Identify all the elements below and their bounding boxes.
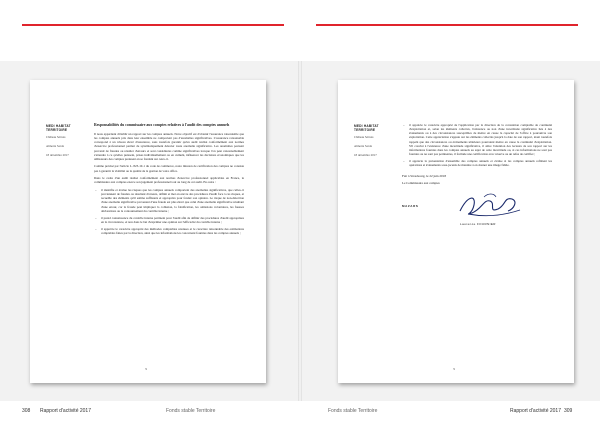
org-name-line2: TERRITOIRE [46,128,68,133]
letter-body [94,123,244,239]
sender-line2: Almeria Sarda [46,144,64,148]
signature-block [402,194,552,232]
bullet-item: – il apprécie le caractère approprié des méthodes comptables retenues et le caractère raisonnable des estimations comptables faites par la direction, ainsi que les informations les concernant fournies dans les comptes annuels ; [94,227,244,235]
sender-block [354,124,398,158]
paragraph: Comme précisé par l'article L. 823-10-1 du code de commerce, notre mission de certification des comptes ne consiste pas à garantir la viabilité ou la qualité de la gestion de votre office. [94,164,244,173]
sender-line1: Château Sétrois [46,135,66,140]
sender-date: 18 décembre 2017 [46,152,69,157]
bullet-list [402,123,552,168]
letter-page-number: 3 [453,367,455,371]
top-rule-left [22,0,284,26]
paragraph: Dans le cadre d'un audit réalisé conformément aux normes d'exercice professionnel applicables en France, le commissaire aux comptes exerce son jugement professionnel tout au long de cet audit. En outre : [94,176,244,185]
top-rule-right [316,0,578,26]
org-name-line1: MEDI HABITAT [46,124,71,128]
signature-image [454,191,524,219]
bullet-list [94,188,244,236]
closing-line: Le Commissaire aux comptes [402,180,440,185]
sender-date: 18 décembre 2017 [354,152,377,157]
bullet-item: – il apprécie le caractère approprié de l'application par la direction de la convention comptable de continuité d'exploitation et, selon les éléments collectés, l'existence ou non d'une incertitude significative liée à des événements ou à des circonstances susceptibles de mettre en cause la capacité de l'office à poursuivre son exploitation. Cette appréciation s'appuie sur les éléments collectés jusqu'à la date de son rapport, étant toutefois rappelé que des circonstances ou événements ultérieurs pourraient mettre en cause la continuité d'exploitation. S'il conclut à l'existence d'une incertitude significative, il attire l'attention des lecteurs de son rapport sur les informations fournies dans les comptes annuels au sujet de cette incertitude ou, si ces informations ne sont pas fournies ou ne sont pas pertinentes, il formule une certification avec réserve ou un refus de certifier ; [402,123,552,156]
firm-name: MAZARS [402,203,419,208]
org-name-line2: TERRITOIRE [354,128,376,133]
footer-page-number-left: 308 [22,408,31,414]
footer-fund-left: Fonds stable Territoire [166,408,216,414]
sender-block [46,124,90,158]
letter-body [402,123,552,232]
org-name-line1: MEDI HABITAT [354,124,379,128]
footer-report-title-right: Rapport d'activité 2017 [510,408,561,414]
signer-name: Laurence FOURNIER [460,221,496,226]
letter-page-number: 3 [145,367,147,371]
bullet-item: – il prend connaissance du contrôle interne pertinent pour l'audit afin de définir des procédures d'audit appropriées en la circonstance, et non dans le but d'exprimer une opinion sur l'efficacité du contrôle interne ; [94,216,244,224]
place-date: Fait à Strasbourg, le 22 juin 2018 [402,173,446,178]
footer-fund-right: Fonds stable Territoire [328,408,378,414]
paragraph: Il nous appartient d'établir un rapport sur les comptes annuels. Notre objectif est d'obtenir l'assurance raisonnable que les comptes annuels pris dans leur ensemble ne comportent pas d'anomalies significatives. L'assurance raisonnable correspond à un niveau élevé d'assurance, sans toutefois garantir qu'un audit réalisé conformément aux normes d'exercice professionnel permet de systématiquement détecter toute anomalie significative. Les anomalies peuvent provenir de fraudes ou résulter d'erreurs et sont considérées comme significatives lorsque l'on peut raisonnablement s'attendre à ce qu'elles puissent, prises individuellement ou en cumulé, influencer les décisions économiques que les utilisateurs des comptes prennent en se fondant sur ceux-ci. [94,132,244,161]
letter-page-right [338,80,574,383]
footer-report-title-left: Rapport d'activité 2017 [40,408,91,414]
sender-line2: Almeria Sarda [354,144,372,148]
bullet-item: – il apprécie la présentation d'ensemble des comptes annuels et évalue si les comptes annuels reflètent les opérations et événements sous-jacents de manière à en donner une image fidèle. [402,159,552,167]
page-gutter [298,61,302,401]
letter-page-left [30,80,266,383]
letter-title: Responsabilités du commissaire aux comptes relatives à l'audit des comptes annuels [94,123,230,127]
footer-page-number-right: 309 [564,408,573,414]
sender-line1: Château Sétrois [354,135,374,140]
bullet-item: – il identifie et évalue les risques que les comptes annuels comportent des anomalies significatives, que celles-ci proviennent de fraudes ou résultent d'erreurs, définit et met en œuvre des procédures d'audit face à ces risques, et recueille des éléments qu'il estime suffisants et appropriés pour fonder son opinion. Le risque de non-détection d'une anomalie significative provenant d'une fraude est plus élevé que celui d'une anomalie significative résultant d'une erreur, car la fraude peut impliquer la collusion, la falsification, les omissions volontaires, les fausses déclarations ou le contournement du contrôle interne ; [94,188,244,213]
